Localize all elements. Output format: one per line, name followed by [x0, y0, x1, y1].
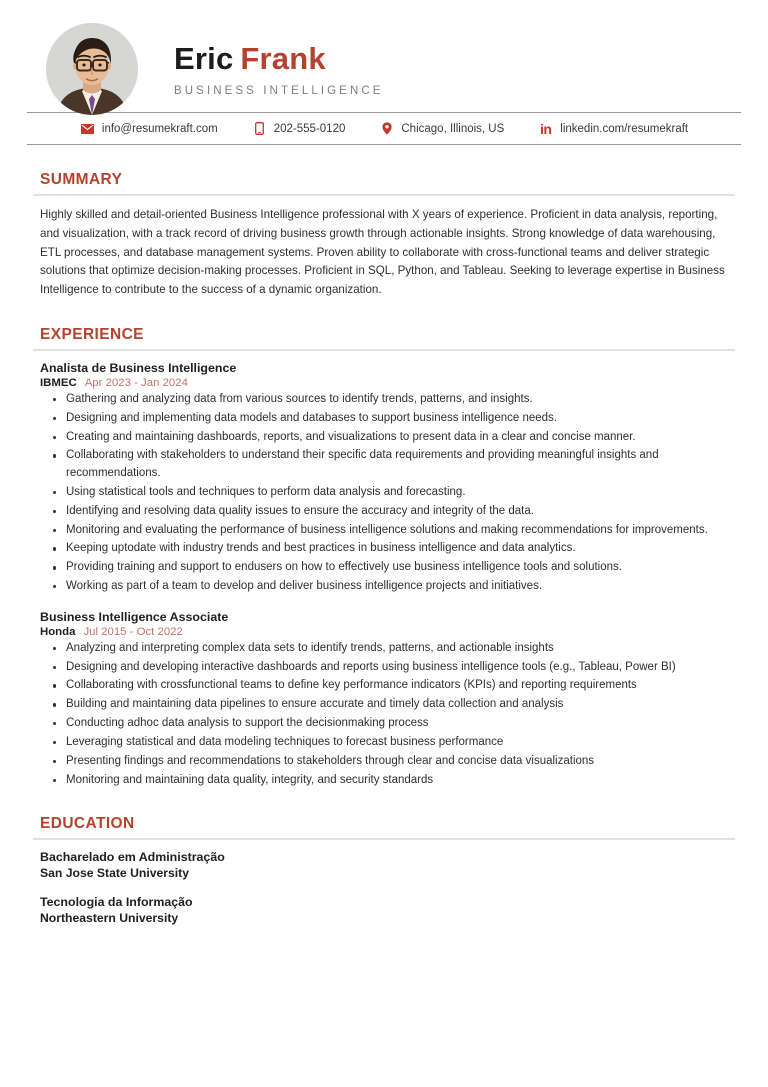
contact-bar [0, 113, 768, 144]
bullet-item: Presenting findings and recommendations to stakeholders through clear and concise data visualizations [66, 753, 728, 771]
contact-email[interactable] [80, 123, 218, 135]
email-icon [80, 124, 95, 134]
bullet-item: Building and maintaining data pipelines to ensure accurate and timely data collection and analysis [66, 696, 728, 714]
job-dates: Jul 2015 - Oct 2022 [83, 625, 183, 638]
bullet-item: Monitoring and evaluating the performance of business intelligence solutions and making recommendations for improvements. [66, 522, 728, 540]
resume-content [0, 171, 768, 925]
linkedin-icon [538, 122, 553, 136]
contact-location[interactable] [379, 122, 504, 135]
section-summary [33, 171, 735, 300]
job-bullets [40, 640, 728, 790]
education-degree: Bacharelado em Administração [40, 850, 225, 865]
job-meta [40, 377, 728, 389]
contact-linkedin[interactable] [538, 122, 688, 136]
bullet-item: Creating and maintaining dashboards, reports, and visualizations to present data in a clear and concise manner. [66, 429, 728, 447]
education-item [40, 850, 728, 880]
bullet-item: Analyzing and interpreting complex data sets to identify trends, patterns, and actionable insights [66, 640, 728, 658]
section-experience [33, 326, 735, 789]
experience-body [33, 361, 735, 789]
summary-heading: SUMMARY [40, 171, 123, 188]
phone-icon [252, 122, 267, 135]
education-heading-rule [33, 838, 735, 840]
bullet-item: Keeping uptodate with industry trends and best practices in business intelligence and data analytics. [66, 540, 728, 558]
portrait-photo-icon [46, 23, 138, 115]
summary-heading-rule [33, 194, 735, 196]
job-dates: Apr 2023 - Jan 2024 [84, 376, 188, 389]
job-company: Honda [40, 625, 76, 638]
bullet-item: Gathering and analyzing data from various sources to identify trends, patterns, and insights. [66, 391, 728, 409]
location-text: Chicago, Illinois, US [401, 122, 505, 135]
linkedin-text: linkedin.com/resumekraft [560, 122, 689, 135]
full-name [174, 43, 384, 76]
bullet-item: Designing and implementing data models and databases to support business intelligence needs. [66, 410, 728, 428]
education-school: Northeastern University [40, 911, 179, 926]
job-company: IBMEC [40, 376, 77, 389]
job-bullets [40, 391, 728, 596]
bullet-item: Designing and developing interactive dashboards and reports using business intelligence tools (e.g., Tableau, Power BI) [66, 659, 728, 677]
education-degree: Tecnologia da Informação [40, 895, 193, 910]
email-text: info@resumekraft.com [101, 122, 218, 135]
bullet-item: Working as part of a team to develop and deliver business intelligence projects and initiatives. [66, 578, 728, 596]
bullet-item: Conducting adhoc data analysis to support the decisionmaking process [66, 715, 728, 733]
summary-text: Highly skilled and detail-oriented Business Intelligence professional with X years of experience. Proficient in data analysis, reporting, and visualization, with a track record of driving business growth through actionable insights. Strong knowledge of data warehousing, ETL processes, and database management systems. Proven ability to collaborate with cross-functional teams and deliver strategic solutions that optimize decision-making processes. Proficient in SQL, Python, and Tableau. Seeking to leverage expertise in Business Intelligence to contribute to the success of a dynamic organization. [40, 208, 725, 297]
first-name: Eric [174, 41, 234, 77]
job-title: Analista de Business Intelligence [40, 360, 237, 375]
bullet-item: Monitoring and maintaining data quality, integrity, and security standards [66, 772, 728, 790]
experience-item [40, 610, 728, 790]
resume-header [0, 0, 768, 112]
job-meta [40, 626, 728, 638]
bullet-item: Identifying and resolving data quality issues to ensure the accuracy and integrity of the data. [66, 503, 728, 521]
education-item [40, 895, 728, 925]
location-pin-icon [379, 122, 394, 135]
education-body [33, 850, 735, 925]
contact-bottom-divider [27, 144, 741, 145]
bullet-item: Collaborating with crossfunctional teams to define key performance indicators (KPIs) and reporting requirements [66, 677, 728, 695]
job-subtitle: BUSINESS INTELLIGENCE [174, 84, 384, 97]
experience-item [40, 361, 728, 596]
name-block [174, 41, 384, 97]
bullet-item: Collaborating with stakeholders to understand their specific data requirements and providing meaningful insights and recommendations. [66, 447, 728, 483]
phone-text: 202-555-0120 [273, 122, 346, 135]
last-name: Frank [240, 41, 326, 77]
section-education [33, 815, 735, 925]
job-title: Business Intelligence Associate [40, 609, 229, 624]
education-heading: EDUCATION [40, 815, 135, 833]
contact-phone[interactable] [252, 122, 346, 135]
bullet-item: Leveraging statistical and data modeling techniques to forecast business performance [66, 734, 728, 752]
experience-heading-rule [33, 349, 735, 351]
linkedin-glyph: in [540, 120, 552, 137]
summary-body [33, 206, 735, 300]
avatar [46, 23, 138, 115]
bullet-item: Providing training and support to endusers on how to effectively use business intelligence tools and solutions. [66, 559, 728, 577]
experience-heading: EXPERIENCE [40, 325, 144, 343]
bullet-item: Using statistical tools and techniques to perform data analysis and forecasting. [66, 484, 728, 502]
education-school: San Jose State University [40, 866, 190, 881]
